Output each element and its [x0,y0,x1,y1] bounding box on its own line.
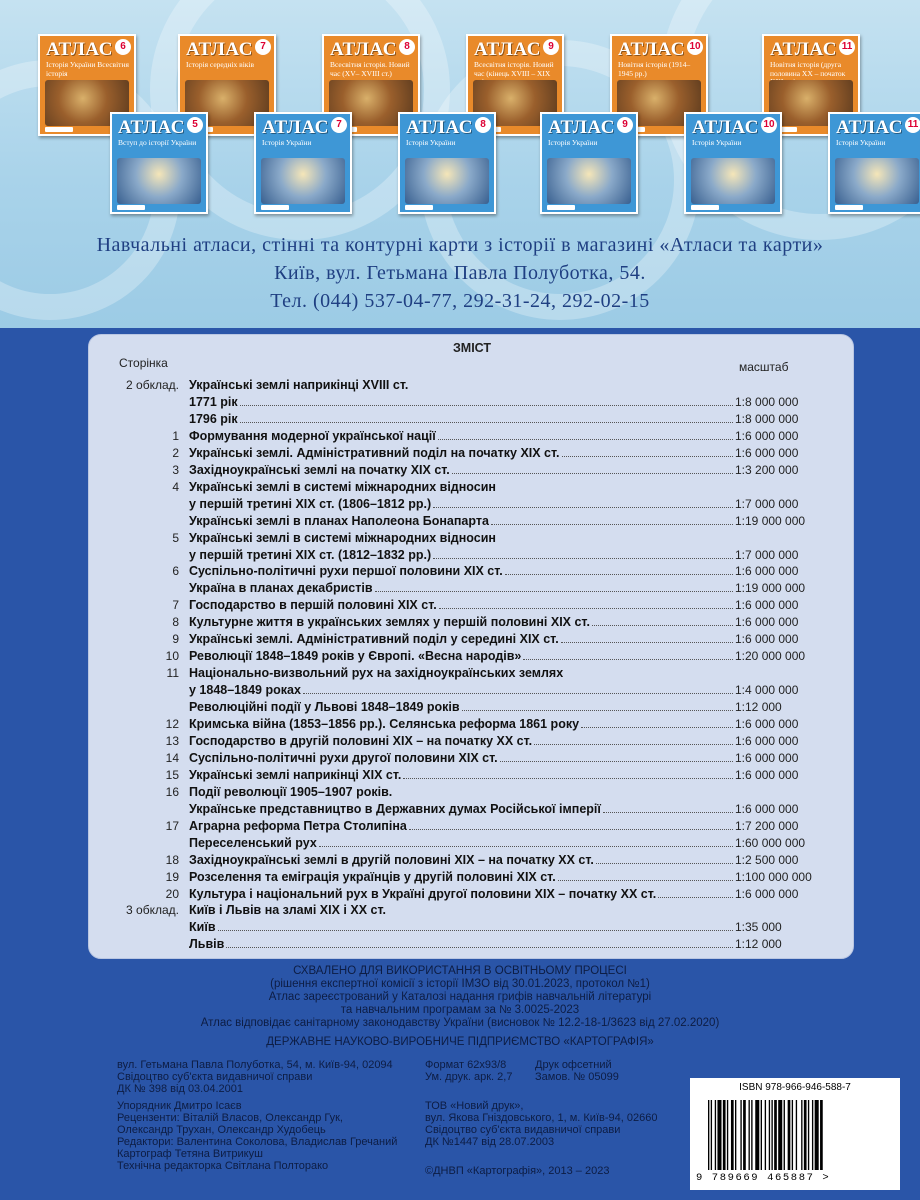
row-title: Українські землі наприкінці XIX ст. [189,767,402,782]
barcode-bar [755,1100,759,1170]
leader-dots [452,462,733,474]
barcode-graphic [708,1100,886,1170]
leader-dots [226,936,733,948]
grade-badge: 10 [761,117,777,133]
atlas-subtitle: Всесвітня історія. Новий час (кінець ХVIII – ХIХ [474,60,554,78]
atlas-subtitle: Історія України Всесвітня історія [46,60,129,78]
row-scale: 1:100 000 000 [735,869,812,884]
cartographer: Картограф Тетяна Витрикуш [117,1148,263,1160]
atlas-word: АТЛАС [692,117,759,138]
contents-row [89,580,855,596]
row-page: 16 [165,784,179,799]
barcode-bar [711,1100,712,1170]
row-title: Переселенський рух [189,835,317,850]
reviewers: Рецензенти: Віталій Власов, Олександр Гук, [117,1112,343,1124]
contents-card [88,334,854,959]
barcode-bar [788,1100,791,1170]
row-title: Революції 1848–1849 років у Європі. «Весна народів» [189,649,522,664]
printer-address: вул. Якова Гніздовського, 1, м. Київ-94, 02660 [425,1112,658,1124]
cover-illustration [405,158,489,204]
publisher-logo [547,205,575,210]
row-scale: 1:6 000 000 [735,717,799,731]
cover-illustration [547,158,631,204]
barcode-bar [815,1100,819,1170]
row-scale: 1:6 000 000 [735,632,799,647]
grade-badge: 11 [839,39,855,55]
row-scale: 1:6 000 000 [735,886,799,901]
contents-row [89,852,855,868]
atlas-subtitle: Історія України [406,138,456,147]
row-title: Київ і Львів на зламі XIX і XX ст. [189,903,386,918]
row-scale: 1:6 000 000 [735,445,799,460]
contents-row [89,597,855,613]
barcode-bar [708,1100,709,1170]
barcode-bar [792,1100,793,1170]
leader-dots [505,563,733,575]
contents-row [89,530,855,546]
grade-badge: 5 [187,117,203,133]
atlas-word: АТЛАС [548,117,615,138]
print-sheets: Ум. друк. арк. 2,7 [425,1071,513,1083]
atlas-advert-band [0,0,920,328]
barcode-bar [727,1100,728,1170]
row-page: 4 [172,479,179,494]
barcode-bar [769,1100,770,1170]
contents-row [89,801,855,817]
publisher-cert: Свідоцтво суб'єкта видавничої справи [117,1071,313,1083]
row-page: 8 [172,615,179,630]
leader-dots [218,919,733,931]
row-scale: 1:6 000 000 [735,767,799,782]
barcode-bar [778,1100,782,1170]
leader-dots [658,886,733,898]
contents-row [89,513,855,529]
leader-dots [523,648,733,660]
publisher-logo [835,205,863,210]
leader-dots [303,682,733,694]
grade-badge: 9 [617,117,633,133]
row-scale: 1:6 000 000 [735,801,799,816]
shop-line: Навчальні атласи, стінні та контурні карти з історії в магазині «Атласи та карти» [96,234,824,256]
row-scale: 1:60 000 000 [735,835,806,850]
row-page: 15 [165,767,179,782]
barcode-bar [801,1100,802,1170]
contents-row [89,547,855,563]
row-title: Аграрна реформа Петра Столипіна [189,818,407,833]
contents-row [89,665,855,681]
row-scale: 1:6 000 000 [735,615,799,630]
barcode-bar [761,1100,762,1170]
publisher-logo [117,205,145,210]
publisher-address: вул. Гетьмана Павла Полуботка, 54, м. Київ-94, 02094 [117,1059,393,1071]
printer-cert-number: ДК №1447 від 28.07.2003 [425,1136,555,1148]
leader-dots [438,428,733,440]
publisher-name: ДЕРЖАВНЕ НАУКОВО-ВИРОБНИЧЕ ПІДПРИЄМСТВО «КАРТОГРАФІЯ» [266,1036,654,1048]
row-title: у 1848–1849 роках [189,683,301,698]
row-page: 5 [172,530,179,545]
atlas-word: АТЛАС [118,117,185,138]
barcode-bar [784,1100,785,1170]
grade-badge: 11 [905,117,920,133]
atlas-subtitle: Новітня історія (1914–1945 рр.) [618,60,691,78]
row-scale: 1:12 000 [735,937,782,952]
cover-illustration [117,158,201,204]
row-scale: 1:12 000 [735,700,782,715]
contents-row [89,936,855,952]
barcode-bar [820,1100,823,1170]
page-column-header: Сторінка [119,356,168,370]
leader-dots [561,631,733,643]
printer-cert: Свідоцтво суб'єкта видавничої справи [425,1124,621,1136]
row-page: 1 [172,428,179,443]
atlas-subtitle: Історія України [692,138,742,147]
scale-column-header: масштаб [739,360,789,374]
row-scale: 1:6 000 000 [735,733,799,748]
row-title: Українське представництво в Державних думах Російської імперії [189,801,601,816]
atlas-cover-bottom-5 [828,112,920,214]
leader-dots [240,411,733,423]
contents-row [89,462,855,478]
row-page: 2 [172,445,179,460]
leader-dots [409,818,733,830]
row-page: 20 [165,886,179,901]
editors: Редактори: Валентина Соколова, Владислав Гречаний [117,1136,398,1148]
row-title: Господарство в другій половині XIX – на початку XX ст. [189,733,533,748]
grade-badge: 7 [331,117,347,133]
row-title: Революційні події у Львові 1848–1849 років [189,700,460,715]
row-title: Західноукраїнські землі на початку XIX ст. [189,462,450,477]
atlas-subtitle: Історія України [548,138,598,147]
order-number: Замов. № 05099 [535,1071,619,1083]
atlas-word: АТЛАС [46,39,113,60]
cover-illustration [691,158,775,204]
atlas-cover-bottom-3 [540,112,638,214]
row-page: 17 [165,818,179,833]
contents-row [89,648,855,664]
leader-dots [319,835,733,847]
contents-row [89,479,855,495]
shop-phones: Тел. (044) 537-04-77, 292-31-24, 292-02-15 [270,290,650,312]
row-title: у першій третині XIX ст. (1812–1832 рр.) [189,547,432,562]
barcode-bar [743,1100,746,1170]
barcode-bar [765,1100,766,1170]
row-title: Суспільно-політичні рухи першої половини XIX ст. [189,564,503,579]
barcode-digits: 9 789669 465887 > [696,1172,831,1184]
contents-row [89,835,855,851]
row-scale: 1:8 000 000 [735,394,799,409]
contents-row [89,767,855,783]
tech-editor: Технічна редакторка Світлана Полторако [117,1160,329,1172]
row-scale: 1:6 000 000 [735,598,799,613]
barcode-bar [740,1100,741,1170]
row-title: Культура і національний рух в Україні другої половини XIX – початку XX ст. [189,886,657,901]
contents-row [89,869,855,885]
barcode-bar [723,1100,726,1170]
leader-dots [433,496,733,508]
row-page: 18 [165,852,179,867]
barcode-bar [808,1100,809,1170]
barcode-bar [731,1100,734,1170]
barcode-bar [717,1100,721,1170]
publisher-cert-number: ДК № 398 від 03.04.2001 [117,1083,243,1095]
atlas-word: АТЛАС [770,39,837,60]
row-page: 9 [172,632,179,647]
row-page: 7 [172,598,179,613]
contents-row [89,902,855,918]
atlas-cover-bottom-2 [398,112,496,214]
atlas-cover-bottom-4 [684,112,782,214]
atlas-word: АТЛАС [186,39,253,60]
row-page: 19 [165,869,179,884]
row-title: Українські землі. Адміністративний поділ у середині XIX ст. [189,632,559,647]
approval-catalog: Атлас зареєстрований у Каталозі надання грифів навчальній літературі [268,991,652,1003]
format-text: Формат 62х93/8 [425,1059,507,1071]
shop-address: Київ, вул. Гетьмана Павла Полуботка, 54. [274,262,646,284]
row-scale: 1:19 000 000 [735,581,806,596]
row-page: 6 [172,564,179,579]
barcode-bar [749,1100,750,1170]
approval-program: та навчальним програмам за № 3.0025-2023 [340,1004,580,1016]
row-title: Події революції 1905–1907 років. [189,784,393,799]
contents-row [89,394,855,410]
contents-row [89,614,855,630]
atlas-word: АТЛАС [474,39,541,60]
row-title: Західноукраїнські землі в другій половині XIX – на початку XX ст. [189,852,594,867]
atlas-word: АТЛАС [262,117,329,138]
leader-dots [439,597,733,609]
contents-row [89,377,855,393]
row-title: Розселення та еміграція українців у другій половині XIX ст. [189,869,556,884]
contents-title: ЗМІСТ [452,341,492,355]
atlas-subtitle: Історія України [836,138,886,147]
publisher-logo [261,205,289,210]
barcode-bar [796,1100,797,1170]
contents-row [89,428,855,444]
grade-badge: 8 [399,39,415,55]
contents-row [89,818,855,834]
grade-badge: 10 [687,39,703,55]
row-scale: 1:35 000 [735,920,782,935]
row-page: 3 обклад. [126,903,179,918]
atlas-subtitle: Історія середніх віків [186,60,255,69]
row-page: 13 [165,733,179,748]
atlas-subtitle: Історія України [262,138,312,147]
atlas-subtitle: Всесвітня історія. Новий час (ХV– ХVIII ст.) [330,60,410,78]
grade-badge: 7 [255,39,271,55]
isbn-barcode [690,1078,900,1190]
row-title: Українські землі наприкінці XVIII ст. [189,378,409,392]
atlas-cover-bottom-1 [254,112,352,214]
cover-illustration [835,158,919,204]
barcode-bar [715,1100,716,1170]
barcode-bar [804,1100,807,1170]
row-page: 2 обклад. [126,378,179,392]
compiler: Упорядник Дмитро Ісаєв [117,1100,242,1112]
barcode-bar [735,1100,736,1170]
contents-row [89,919,855,935]
leader-dots [403,767,733,779]
approval-heading: СХВАЛЕНО ДЛЯ ВИКОРИСТАННЯ В ОСВІТНЬОМУ ПРОЦЕСІ [293,965,627,977]
leader-dots [433,547,733,559]
row-title: Українські землі в системі міжнародних відносин [189,530,496,545]
row-scale: 1:4 000 000 [735,683,799,698]
approval-sanitary: Атлас відповідає санітарному законодавству України (висновок № 12.2-18-1/3623 від 27.02.2020) [200,1017,720,1029]
row-scale: 1:6 000 000 [735,428,799,443]
leader-dots [500,750,733,762]
leader-dots [375,580,733,592]
row-title: 1771 рік [189,394,238,409]
publisher-logo [45,127,73,132]
row-title: Суспільно-політичні рухи другої половини XIX ст. [189,750,498,765]
contents-row [89,750,855,766]
atlas-cover-bottom-0 [110,112,208,214]
row-scale: 1:8 000 000 [735,411,799,426]
atlas-word: АТЛАС [406,117,473,138]
cover-illustration [261,158,345,204]
contents-row [89,886,855,902]
leader-dots [558,869,733,881]
row-title: Кримська війна (1853–1856 рр.). Селянська реформа 1861 року [189,717,580,731]
row-scale: 1:7 200 000 [735,818,799,833]
row-title: 1796 рік [189,411,238,426]
row-title: Львів [189,937,225,952]
printer-name: ТОВ «Новий друк», [425,1100,524,1112]
contents-row [89,682,855,698]
row-scale: 1:6 000 000 [735,564,799,579]
contents-row [89,445,855,461]
grade-badge: 8 [475,117,491,133]
barcode-bar [751,1100,752,1170]
grade-badge: 6 [115,39,131,55]
contents-row [89,699,855,715]
row-title: Національно-визвольний рух на західноукраїнських землях [189,666,564,681]
reviewers-cont: Олександр Трухан, Олександр Худобець [117,1124,326,1136]
contents-row [89,784,855,800]
leader-dots [534,733,733,745]
row-title: у першій третині XIX ст. (1806–1812 рр.) [189,496,432,511]
row-title: Україна в планах декабристів [189,581,373,596]
leader-dots [462,699,733,711]
print-type: Друк офсетний [535,1059,612,1071]
contents-row [89,733,855,749]
barcode-bar [771,1100,772,1170]
atlas-word: АТЛАС [618,39,685,60]
publisher-logo [691,205,719,210]
row-title: Українські землі в планах Наполеона Бонапарта [189,513,489,528]
atlas-subtitle: Вступ до історії України [118,138,197,147]
contents-row [89,631,855,647]
barcode-bar [812,1100,813,1170]
row-page: 11 [166,666,179,681]
row-title: Київ [189,920,216,935]
row-title: Українські землі. Адміністративний поділ на початку XIX ст. [189,445,560,460]
leader-dots [603,801,733,813]
row-scale: 1:2 500 000 [735,852,799,867]
approval-decision: (рішення експертної комісії з історії ІМЗО від 30.01.2023, протокол №1) [270,978,650,990]
contents-row [89,411,855,427]
contents-row [89,563,855,579]
row-page: 3 [172,462,179,477]
barcode-bar [774,1100,777,1170]
copyright: ©ДНВП «Картографія», 2013 – 2023 [425,1165,610,1177]
row-scale: 1:7 000 000 [735,496,799,511]
atlas-word: АТЛАС [330,39,397,60]
row-page: 12 [165,717,179,731]
row-title: Господарство в першій половині XIX ст. [189,598,437,613]
contents-row [89,716,855,732]
row-scale: 1:19 000 000 [735,513,806,528]
leader-dots [592,614,733,626]
row-title: Українські землі в системі міжнародних відносин [189,479,496,494]
leader-dots [562,445,733,457]
row-scale: 1:20 000 000 [735,649,806,664]
publisher-logo [405,205,433,210]
row-page: 10 [165,649,179,664]
leader-dots [240,394,733,406]
row-scale: 1:7 000 000 [735,547,799,562]
leader-dots [581,716,733,728]
grade-badge: 9 [543,39,559,55]
leader-dots [491,513,733,525]
contents-row [89,496,855,512]
atlas-subtitle: Новітня історія (друга половина ХХ – початок [770,60,846,78]
row-scale: 1:3 200 000 [735,462,799,477]
row-page: 14 [165,750,179,765]
isbn-number: ISBN 978-966-946-588-7 [739,1082,851,1093]
row-scale: 1:6 000 000 [735,750,799,765]
row-title: Формування модерної української нації [189,428,436,443]
row-title: Культурне життя в українських землях у першій половині XIX ст. [189,615,590,630]
leader-dots [596,852,733,864]
atlas-word: АТЛАС [836,117,903,138]
